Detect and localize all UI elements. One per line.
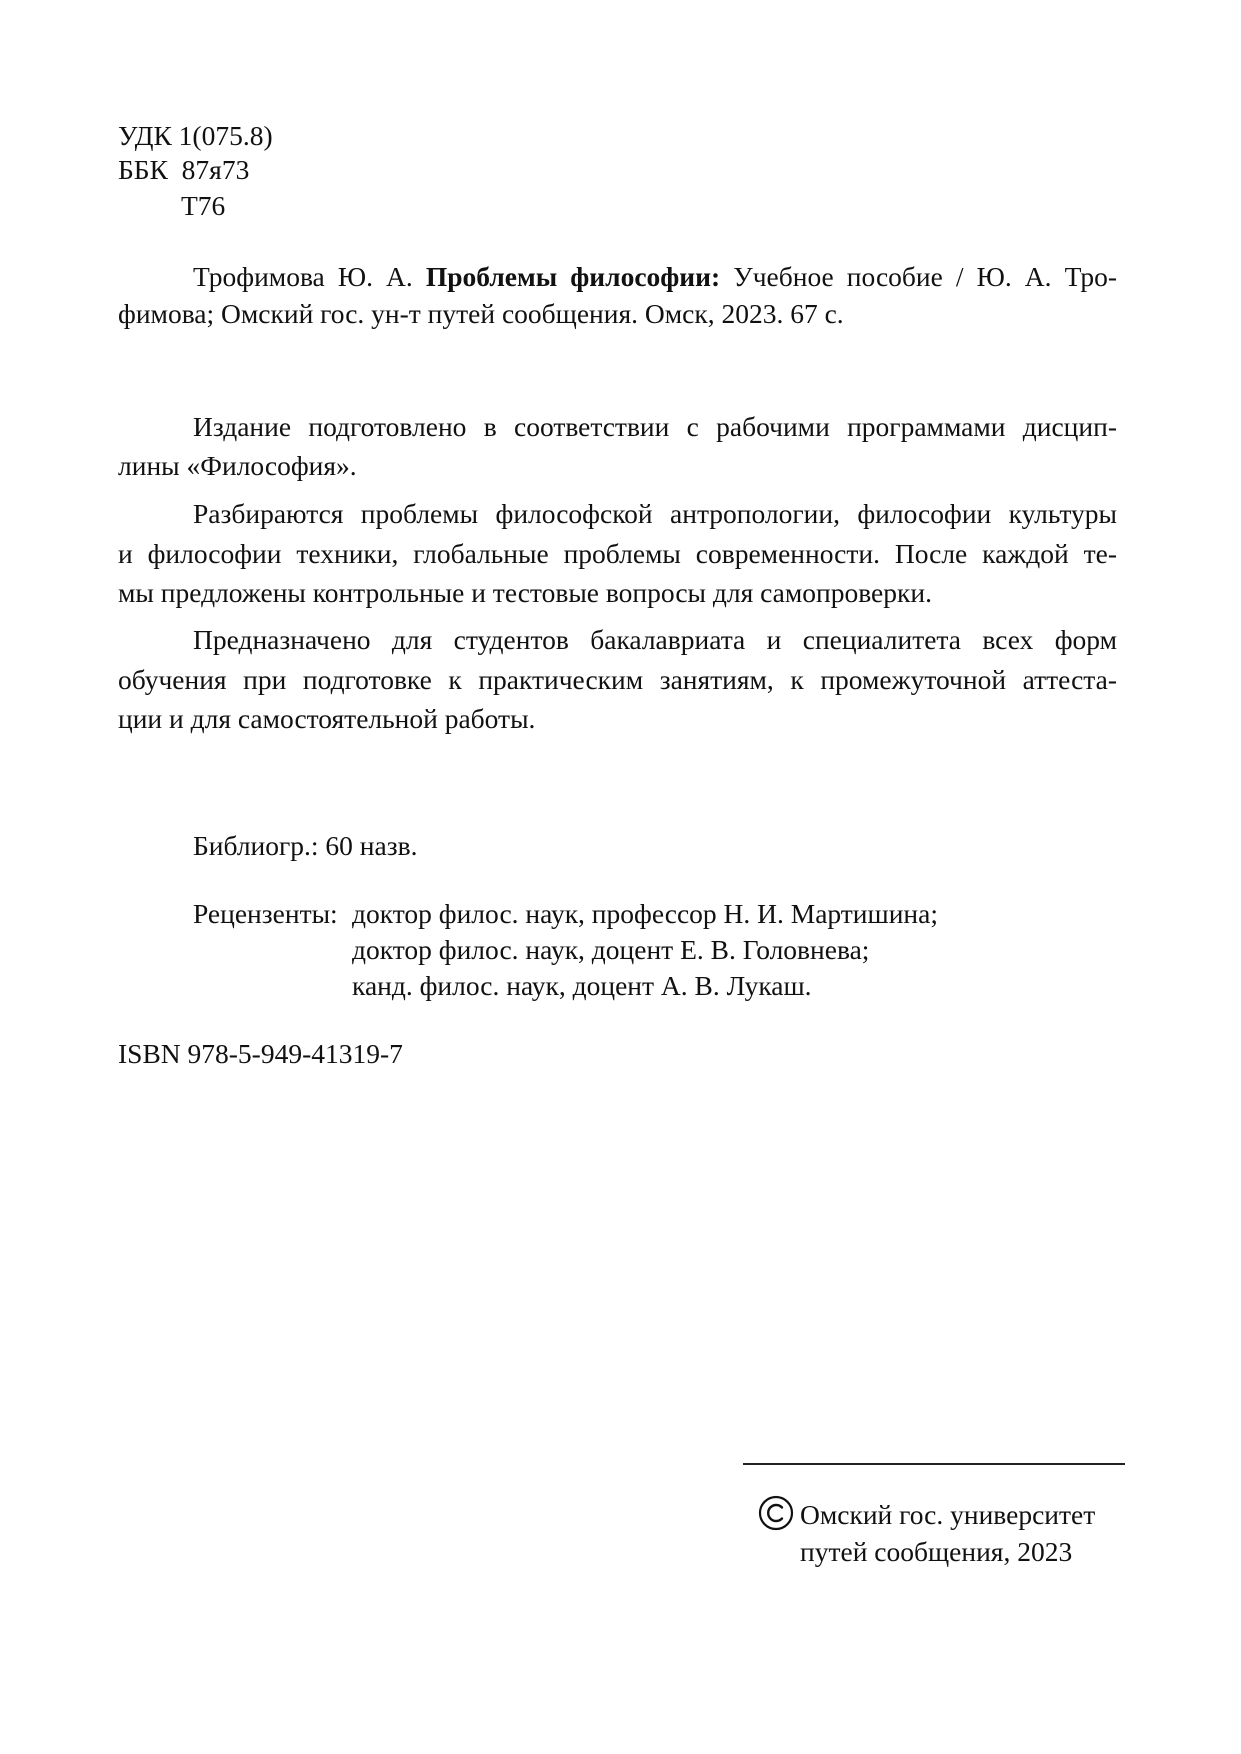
copyright-holder-line-2: путей сообщения, 2023	[800, 1536, 1073, 1567]
annotation-line: обучения при подготовке к практическим занятиям, к промежуточной аттеста-	[118, 664, 1117, 695]
bbk-code: ББК 87я73	[118, 154, 250, 185]
bibliography-count: Библиогр.: 60 назв.	[193, 830, 418, 861]
annotation-line: ции и для самостоятельной работы.	[118, 703, 536, 734]
author-mark: Т76	[181, 190, 226, 221]
citation-rest: Учебное пособие / Ю. А. Тро-	[733, 261, 1118, 292]
copyright-icon	[758, 1495, 794, 1531]
reviewer-item: доктор филос. наук, профессор Н. И. Мартишина;	[352, 898, 938, 929]
isbn: ISBN 978-5-949-41319-7	[118, 1038, 403, 1069]
citation-line-1	[193, 258, 1117, 296]
copyright-holder-line-1: Омский гос. университет	[800, 1499, 1096, 1530]
citation-author: Трофимова Ю. А.	[193, 261, 413, 292]
annotation-line: и философии техники, глобальные проблемы современности. После каждой те-	[118, 538, 1117, 569]
reviewer-item: доктор филос. наук, доцент Е. В. Головнева;	[352, 934, 870, 965]
divider-line	[743, 1463, 1125, 1465]
annotation-line: Разбираются проблемы философской антропологии, философии культуры	[193, 498, 1117, 529]
reviewer-item: канд. филос. наук, доцент А. В. Лукаш.	[352, 970, 812, 1001]
annotation-line: мы предложены контрольные и тестовые вопросы для самопроверки.	[118, 577, 932, 608]
reviewers-label: Рецензенты:	[193, 898, 338, 929]
citation-line-2: фимова; Омский гос. ун-т путей сообщения. Омск, 2023. 67 с.	[118, 298, 844, 329]
udk-code: УДК 1(075.8)	[118, 120, 273, 151]
annotation-line: Издание подготовлено в соответствии с рабочими программами дисцип-	[193, 411, 1117, 442]
annotation-line: лины «Философия».	[118, 450, 357, 481]
citation-title: Проблемы философии:	[425, 261, 721, 292]
annotation-line: Предназначено для студентов бакалавриата и специалитета всех форм	[193, 624, 1117, 655]
